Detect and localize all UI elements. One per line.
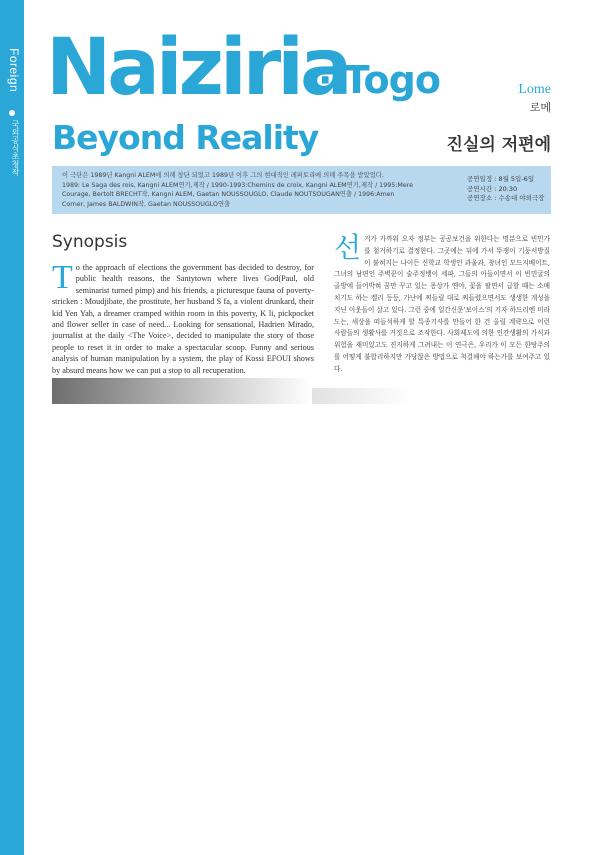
production-photo [52, 378, 312, 404]
synopsis-body-ko [334, 231, 550, 376]
drop-cap-ko: 선 [334, 231, 362, 264]
drop-cap: T [52, 259, 73, 296]
category-sidebar [0, 0, 24, 855]
history-line: 1989: Le Saga des rois, Kangni ALEM연기,제작 / 1990-1993:Chemins de croix, Kangni ALEM연기,제작 / 1995:Mere [62, 181, 413, 189]
country-label: · Togo [318, 58, 440, 102]
company-title: Naiziria [46, 23, 349, 113]
city-name-ko: 로메 [529, 101, 551, 114]
category-label-ko: 국외공식초청작 [11, 120, 20, 176]
play-title-ko: 진실의 저편에 [446, 135, 551, 155]
performance-date: 공연일정 : 8월 5일-6일 [467, 175, 535, 183]
play-title: Beyond Reality [52, 118, 319, 157]
city-name-en: Lome [518, 82, 551, 97]
performance-venue: 공연장소 : 수송대 야외극장 [467, 194, 545, 202]
performance-details [467, 175, 549, 204]
category-label-en: Foreign [7, 48, 21, 93]
company-history [62, 171, 432, 209]
performance-time: 공연시간 : 20:30 [467, 184, 518, 193]
history-line: Courage, Bertolt BRECHT작, Kangni ALEM, Gaetan NOUSSOUGLO, Claude NOUTSOUGAN연출 / 1996:Amen [62, 191, 395, 198]
production-photo-fade [312, 388, 412, 404]
history-line: Corner, James BALDWIN작, Gaetan NOUSSOUGLO연출 [62, 200, 231, 208]
company-info-box [52, 166, 551, 214]
synopsis-text-en: o the approach of elections the government has decided to destroy, for public health reasons, the Santytown where lives God(Paul, old seminarist turned pimp) and his friends, a picturesque fauna of poverty-stricken : Moudjibate, the prostitute, her husband S fa, a violent drunkard, their kid Yen Yah, a dreamer cramped within room in this poverty, K li, pickpocket and flower seller in case of need... Looking for sensational, Hadrien Mirado, journalist at the daily <The Voice>, decided to manipulate the story of those people to reset it in order to make a spectacular scoop. Funny and serious analysis of human manipulation by a system, the play of Kossi EFOUI shows by absurd means how we can put a stop to all recuperation. [52, 263, 314, 375]
synopsis-heading: Synopsis [52, 232, 128, 252]
history-line: 이 극단은 1989년 Kangni ALEM에 의해 창단 되었고 1989년 이후 그의 현대적인 레퍼토리에 의해 주목을 받았었다. [62, 172, 384, 179]
synopsis-text-ko: 거가 가까워 오자 정부는 공공보건을 위한다는 명분으로 빈민가를 철거하기로 결정한다. 그곳에는 뒤에 가서 뚜쟁이 기둥서방질이 붙혀지는 나이든 신학교 학생인 과울과, 창녀인 모드지베이트, 그녀의 남편인 주벽꾼이 술주정뱅이 세파, 그들의 아들이면서 이 빈민굴의 골방에 들어박혀 꿈만 꾸고 있는 몽상가 옌야, 꽃을 팔면서 급할 때는 소매치기도 하는 켈리 등등, 가난에 찌들릴 대로 찌들렸으면서도 생생한 개성을 지닌 이웃들이 살고 있다. 그런 중에 일간신문'보이스'의 기자 하드리엔 미라도는, 세상을 떠들석하게 할 특종기사를 만들어 한 건 올릴 계략으로 이런 사람들의 생활사를 거짓으로 조작한다. 사회제도에 의한 인간생활의 가식과 위험을 재미있고도 진지하게 그려내는 이 연극은, 우리가 이 모든 한탕주의를 어떻게 불합리하지만 가당찮은 방법으로 척결해야 하는가를 보여주고 있다. [334, 235, 550, 373]
bullet-dot-icon [9, 110, 15, 116]
synopsis-body-en [52, 259, 314, 376]
